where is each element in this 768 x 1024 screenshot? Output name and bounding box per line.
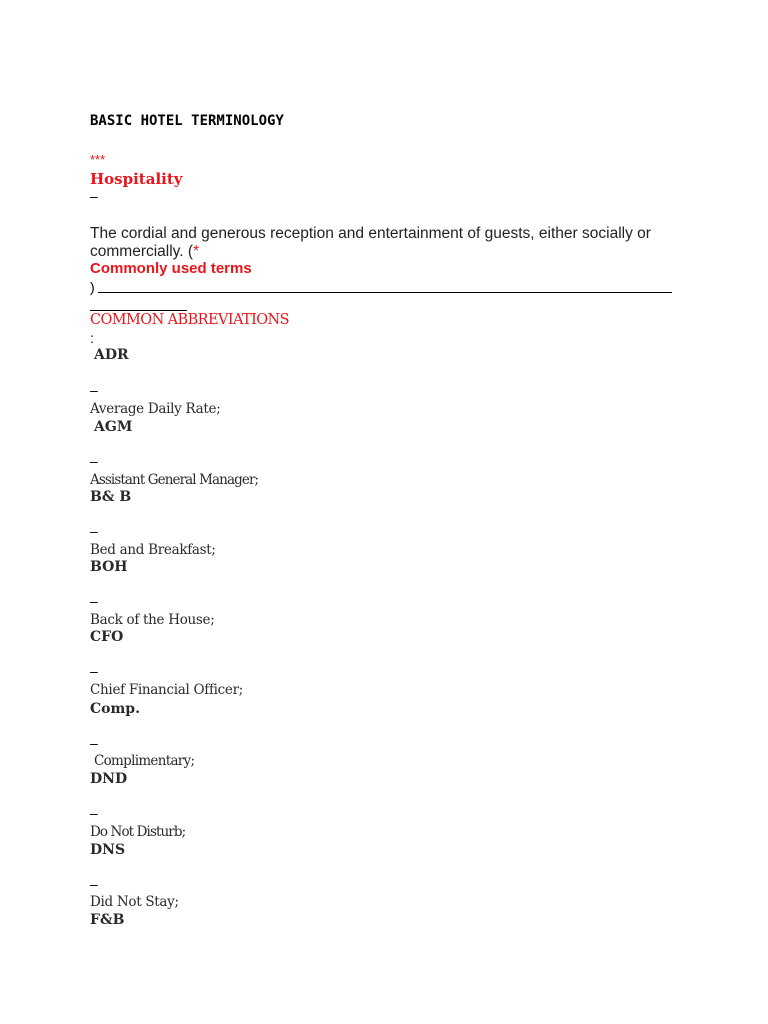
- abbr-definition: Assistant General Manager;: [90, 472, 259, 488]
- abbr-dash: –: [90, 593, 98, 609]
- abbr-term: ADR: [94, 347, 129, 363]
- abbr-dash: –: [90, 805, 98, 821]
- definition-line-2: [90, 243, 651, 261]
- underline-rule: [98, 292, 672, 293]
- hospitality-definition: [90, 225, 651, 261]
- definition-line-1: The cordial and generous reception and entertainment of guests, either socially or: [90, 225, 651, 242]
- abbr-dash: –: [90, 663, 98, 679]
- close-paren: ): [90, 279, 95, 295]
- document-title: BASIC HOTEL TERMINOLOGY: [90, 113, 284, 129]
- abbr-term: BOH: [90, 559, 128, 575]
- commonly-used-terms: Commonly used terms: [90, 260, 252, 277]
- section-heading-hospitality: Hospitality: [90, 170, 183, 188]
- heading-dash: –: [90, 188, 98, 204]
- abbreviations-colon: :: [90, 330, 94, 346]
- abbr-term: Comp.: [90, 701, 140, 717]
- abbreviations-heading: COMMON ABBREVIATIONS: [90, 312, 289, 328]
- abbr-definition: Bed and Breakfast;: [90, 542, 216, 558]
- abbr-dash: –: [90, 453, 98, 469]
- abbr-dash: –: [90, 523, 98, 539]
- abbr-definition: Did Not Stay;: [90, 894, 179, 910]
- abbr-term: F&B: [90, 912, 125, 928]
- stars-marker: ***: [90, 152, 106, 167]
- abbr-dash: –: [90, 876, 98, 892]
- abbr-term: B& B: [90, 489, 132, 505]
- abbr-definition: Do Not Disturb;: [90, 824, 186, 840]
- abbr-term: DNS: [90, 842, 126, 858]
- abbr-term: DND: [90, 771, 128, 787]
- abbr-definition: Average Daily Rate;: [90, 401, 221, 417]
- abbr-definition: Complimentary;: [94, 753, 195, 769]
- definition-star: *: [193, 243, 200, 260]
- underline-rule-short: [90, 310, 187, 311]
- definition-line-2-text: commercially. (: [90, 243, 194, 260]
- abbr-definition: Back of the House;: [90, 612, 215, 628]
- abbr-definition: Chief Financial Officer;: [90, 682, 244, 698]
- abbr-dash: –: [90, 735, 98, 751]
- abbr-term: CFO: [90, 629, 124, 645]
- abbr-term: AGM: [94, 419, 133, 435]
- abbr-dash: –: [90, 382, 98, 398]
